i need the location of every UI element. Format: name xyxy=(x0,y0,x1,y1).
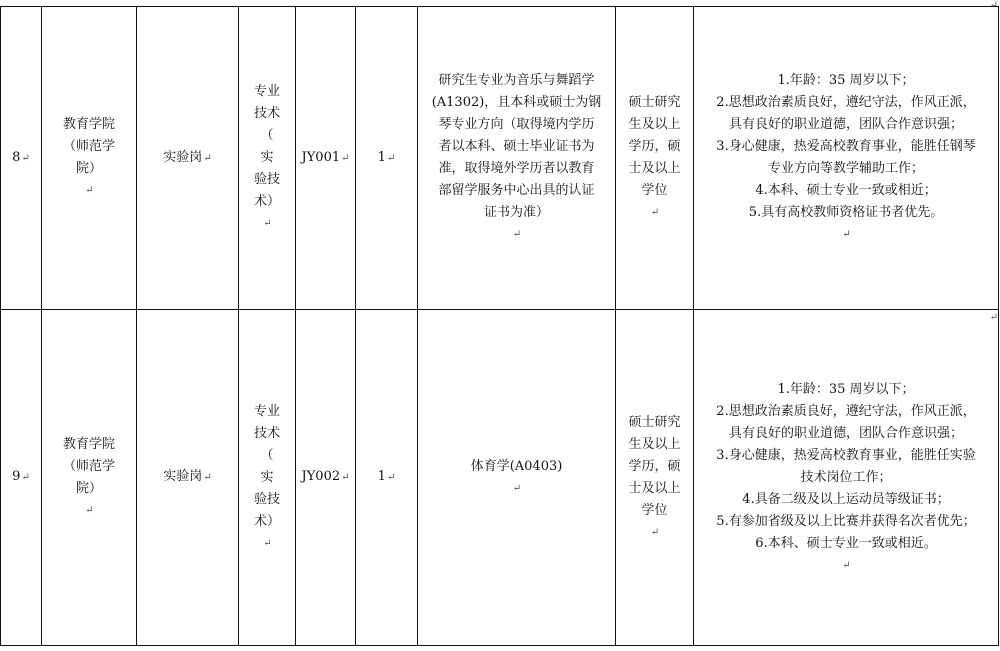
education-cell xyxy=(616,7,694,310)
return-mark: ↵ xyxy=(512,482,522,494)
cell-line: 专业方向等教学辅助工作； xyxy=(767,161,924,176)
cell-line: 5.具有高校教师资格证书者优先。 ↵ xyxy=(698,202,994,246)
category-cell xyxy=(239,310,296,646)
cell-line: 专业 xyxy=(253,403,280,419)
cell-line: 1.年龄：35 周岁以下； xyxy=(777,381,915,397)
cell-line: （ xyxy=(260,447,274,463)
cell-line: （师范学 xyxy=(62,458,115,474)
headcount-cell: 1↵ xyxy=(356,310,418,646)
cell-line: 术） ↵ xyxy=(243,511,291,555)
dept-cell xyxy=(42,310,137,646)
cell-line: 实 xyxy=(260,469,274,485)
return-mark: ↵ xyxy=(650,526,660,538)
table-row xyxy=(1,7,999,310)
cell-line: 生及以上 xyxy=(628,117,681,132)
cell-line: 技术岗位工作； xyxy=(800,469,892,485)
category-cell xyxy=(239,7,296,310)
requirements-cell xyxy=(694,7,999,310)
cell-line: 1.年龄：35 周岁以下； xyxy=(777,73,915,88)
cell-line: 技术 xyxy=(253,106,280,121)
cell-line: 证书为准） ↵ xyxy=(422,202,611,246)
cell-line: 院） ↵ xyxy=(46,478,132,522)
cell-line: 2.思想政治素质良好，遵纪守法，作风正派， xyxy=(716,95,976,110)
cell-line: 验技 xyxy=(253,172,280,187)
cell-line: 琴专业方向（取得境内学历 xyxy=(438,117,595,132)
cell-line: 部留学服务中心出具的认证 xyxy=(438,183,595,198)
cell-line: 体育学(A0403) ↵ xyxy=(422,456,611,500)
cell-line: 实 xyxy=(260,150,274,165)
cell-line: 具有良好的职业道德，团队合作意识强； xyxy=(728,425,963,441)
cell-line: 硕士研究 xyxy=(628,95,681,110)
cell-line: 研究生专业为音乐与舞蹈学 xyxy=(438,73,595,88)
cell-line: 学位 ↵ xyxy=(620,500,689,544)
cell-line: 6.本科、硕士专业一致或相近。 ↵ xyxy=(698,533,994,577)
cell-line: 5.有参加省级及以上比赛并获得名次者优先； xyxy=(716,513,976,529)
cell-line: 学历，硕 xyxy=(628,458,681,474)
return-mark: ↵ xyxy=(650,207,660,218)
cell-line: 生及以上 xyxy=(628,436,681,452)
cell-line: 4.具备二级及以上运动员等级证书； xyxy=(742,491,950,507)
return-mark: ↵ xyxy=(842,559,851,571)
cell-line: 学历，硕 xyxy=(628,139,681,154)
cell-line: 硕士研究 xyxy=(628,414,681,430)
major-cell xyxy=(418,7,616,310)
dept-cell xyxy=(42,7,137,310)
cell-line: 3.身心健康，热爱高校教育事业，能胜任钢琴 xyxy=(716,139,976,154)
recruitment-table xyxy=(0,6,999,646)
return-mark: ↵ xyxy=(512,229,522,240)
requirements-cell xyxy=(694,310,999,646)
cell-line: 技术 xyxy=(253,425,280,441)
cell-line: 3.身心健康，热爱高校教育事业，能胜任实验 xyxy=(716,447,976,463)
return-mark: ↵ xyxy=(85,504,94,516)
cell-line: 教育学院 xyxy=(62,436,115,452)
cell-line: 4.本科、硕士专业一致或相近； xyxy=(755,183,937,198)
cell-line: （ xyxy=(260,128,274,143)
major-cell xyxy=(418,310,616,646)
headcount-cell: 1↵ xyxy=(356,7,418,310)
return-mark: ↵ xyxy=(842,229,851,240)
cell-line: 术） ↵ xyxy=(243,191,291,235)
cell-line: (A1302)，且本科或硕士为钢 xyxy=(431,95,602,110)
cell-line: （师范学 xyxy=(62,139,115,154)
table-row xyxy=(1,310,999,646)
post-name-cell: 实验岗↵ xyxy=(137,310,239,646)
cell-line: 士及以上 xyxy=(628,480,681,496)
return-mark: ↵ xyxy=(85,185,94,196)
cell-line: 专业 xyxy=(253,84,280,99)
cell-line: 具有良好的职业道德，团队合作意识强； xyxy=(728,117,963,132)
cell-line: 验技 xyxy=(253,491,280,507)
return-mark: ↵ xyxy=(263,218,272,229)
seq-cell: 9↵ xyxy=(1,310,42,646)
post-code-cell: JY002↵ xyxy=(296,310,356,646)
row-end-mark: ↵ xyxy=(989,0,998,11)
cell-line: 2.思想政治素质良好，遵纪守法，作风正派， xyxy=(716,403,976,419)
cell-line: 准，取得境外学历者以教育 xyxy=(438,161,595,176)
cell-line: 士及以上 xyxy=(628,161,681,176)
return-mark: ↵ xyxy=(263,537,272,549)
cell-line: 院） ↵ xyxy=(46,158,132,202)
cell-line: 学位 ↵ xyxy=(620,180,689,224)
seq-cell: 8↵ xyxy=(1,7,42,310)
cell-line: 教育学院 xyxy=(62,117,115,132)
education-cell xyxy=(616,310,694,646)
post-name-cell: 实验岗↵ xyxy=(137,7,239,310)
cell-line: 者以本科、硕士毕业证书为 xyxy=(438,139,595,154)
row-end-mark: ↵ xyxy=(989,312,998,323)
post-code-cell: JY001↵ xyxy=(296,7,356,310)
